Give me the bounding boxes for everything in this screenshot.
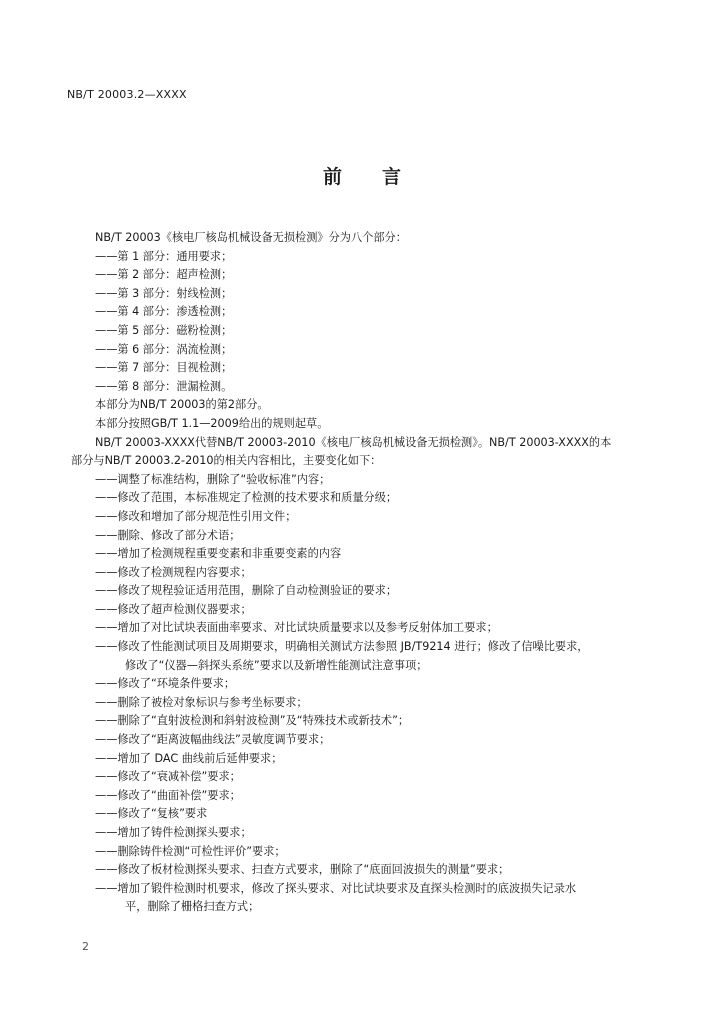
document-code-header: NB/T 20003.2—XXXX [67,88,187,101]
change-item: ——修改了“曲面补偿”要求； [95,788,241,802]
part-item: ——第 5 部分：磁粉检测； [95,323,233,337]
change-item: ——修改了检测规程内容要求； [95,565,252,579]
change-item: ——修改了“环境条件要求； [95,677,236,691]
statement-part: 本部分为NB/T 20003的第2部分。 [95,398,269,412]
statement-drafting: 本部分按照GB/T 1.1—2009给出的规则起草。 [95,416,329,430]
part-item: ——第 7 部分：目视检测； [95,361,233,375]
replace-statement-line2: 部分与NB/T 20003.2-2010的相关内容相比，主要变化如下： [71,454,382,468]
page-number: 2 [82,940,89,953]
page-title: 前言 [322,166,441,188]
change-item: ——修改了超声检测仪器要求； [95,602,252,616]
change-item: ——修改了“复核”要求 [95,807,208,821]
change-item: ——增加了锻件检测时机要求，修改了探头要求、对比试块要求及直探头检测时的底波损失记录水 [95,881,577,895]
change-item-continued: 修改了“仪器—斜探头系统”要求以及新增性能测试注意事项； [125,658,428,672]
change-item: ——删除了“直射波检测和斜射波检测”及“特殊技术或新技术”； [95,714,410,728]
change-item: ——增加了检测规程重要变素和非重要变素的内容 [95,547,342,561]
change-item: ——增加了对比试块表面曲率要求、对比试块质量要求以及参考反射体加工要求； [95,621,498,635]
change-item: ——修改了板材检测探头要求、扫查方式要求，删除了“底面回波损失的测量”要求； [95,863,510,877]
change-item: ——修改了规程验证适用范围，删除了自动检测验证的要求； [95,584,398,598]
part-item: ——第 1 部分：通用要求； [95,249,233,263]
part-item: ——第 4 部分：渗透检测； [95,305,233,319]
change-item: ——删除了被检对象标识与参考坐标要求； [95,695,308,709]
change-item: ——修改了“衰减补偿”要求； [95,770,241,784]
change-item: ——增加了铸件检测探头要求； [95,826,252,839]
part-item: ——第 3 部分：射线检测； [95,286,233,300]
change-item: ——修改了性能测试项目及周期要求，明确相关测试方法参照 JB/T9214 进行；修改了信噪比要求， [95,640,589,654]
change-item: ——删除、修改了部分术语； [95,528,241,542]
change-item: ——修改了“距离波幅曲线法”灵敏度调节要求； [95,733,331,747]
change-item-continued: 平，删除了栅格扫查方式； [125,900,260,914]
change-item: ——调整了标准结构，删除了“验收标准”内容； [95,472,331,486]
intro-line: NB/T 20003《核电厂核岛机械设备无损检测》分为八个部分： [95,231,407,244]
preface-body [71,229,645,917]
change-item: ——删除铸件检测“可检性评价”要求； [95,844,286,858]
change-item: ——增加了 DAC 曲线前后延伸要求； [95,751,283,765]
change-item: ——修改了范围，本标准规定了检测的技术要求和质量分级； [95,491,398,505]
change-item: ——修改和增加了部分规范性引用文件； [95,509,297,523]
replace-statement-line1: NB/T 20003-XXXX代替NB/T 20003-2010《核电厂核岛机械设备无损检测》。NB/T 20003-XXXX的本 [95,435,612,449]
part-item: ——第 6 部分：涡流检测； [95,342,233,356]
part-item: ——第 2 部分：超声检测； [95,268,233,282]
part-item: ——第 8 部分：泄漏检测。 [95,379,233,393]
